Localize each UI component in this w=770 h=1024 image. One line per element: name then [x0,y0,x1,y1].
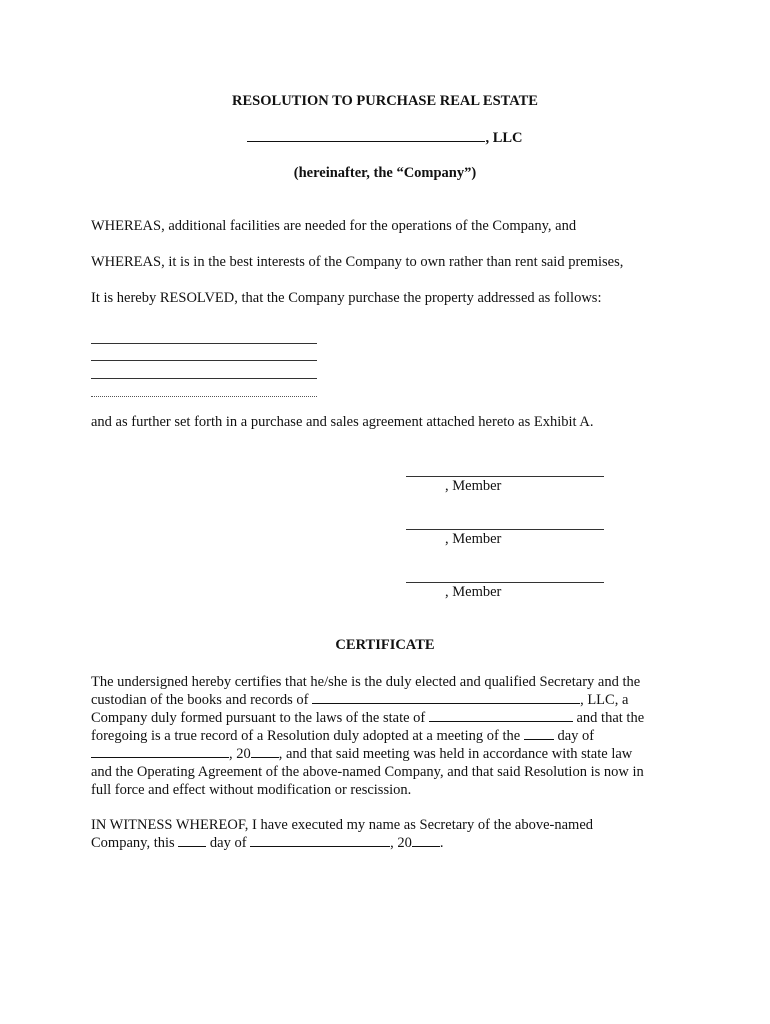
witness-line-1: IN WITNESS WHEREOF, I have executed my name as Secretary of the above-named [91,817,594,833]
witness-line-2 [91,834,593,852]
witness-text-c: , 20 [390,835,412,851]
certificate-line-7: full force and effect without modification or rescission. [91,782,412,798]
member-label-2: , Member [445,531,502,547]
company-name-line [0,129,770,147]
address-line-2[interactable] [91,360,317,361]
member-label-3: , Member [445,584,502,600]
member-signature-line-1[interactable] [406,476,604,477]
witness-paragraph [91,816,593,852]
member-signature-line-3[interactable] [406,582,604,583]
meeting-month-blank[interactable] [91,745,229,758]
certificate-title: CERTIFICATE [335,637,435,653]
certificate-line-4 [91,727,681,745]
cert-line2-text-b: , LLC, a [580,692,629,708]
cert-line3-text-b: and that the [572,710,645,726]
document-title: RESOLUTION TO PURCHASE REAL ESTATE [232,93,538,109]
meeting-year-blank[interactable] [251,745,279,758]
hereinafter-line: (hereinafter, the “Company”) [293,165,477,181]
witness-year-blank[interactable] [412,834,440,847]
further-paragraph: and as further set forth in a purchase and sales agreement attached hereto as Exhibit A. [91,414,594,430]
certificate-line-5 [91,745,681,763]
address-line-3[interactable] [91,378,317,379]
member-label-1: , Member [445,478,502,494]
cert-line3-text-a: Company duly formed pursuant to the laws of the state of [91,710,429,726]
cert-line5-text-a: , 20 [229,746,251,762]
cert-line4-text-b: day of [553,728,595,744]
resolved-paragraph: It is hereby RESOLVED, that the Company purchase the property addressed as follows: [91,290,602,306]
whereas-paragraph-1: WHEREAS, additional facilities are needed for the operations of the Company, and [91,218,577,234]
cert-line5-text-b: , and that said meeting was held in accordance with state law [278,746,633,762]
certificate-line-6: and the Operating Agreement of the above-named Company, and that said Resolution is now in [91,764,644,780]
cert-line4-text-a: foregoing is a true record of a Resolution duly adopted at a meeting of the [91,728,524,744]
witness-month-blank[interactable] [250,834,390,847]
company-name-blank[interactable] [247,129,485,142]
certificate-line-2 [91,691,681,709]
whereas-paragraph-2: WHEREAS, it is in the best interests of the Company to own rather than rent said premises, [91,254,624,270]
certificate-line-1: The undersigned hereby certifies that he/she is the duly elected and qualified Secretary and the [91,674,641,690]
address-line-4[interactable] [91,396,317,397]
certificate-line-3 [91,709,681,727]
member-signature-line-2[interactable] [406,529,604,530]
meeting-day-blank[interactable] [524,727,554,740]
witness-text-b: day of [206,835,251,851]
certificate-body [91,673,681,799]
witness-text-a: Company, this [91,835,179,851]
cert-line2-text-a: custodian of the books and records of [91,692,313,708]
witness-day-blank[interactable] [178,834,206,847]
state-blank[interactable] [429,709,573,722]
witness-text-d: . [439,835,444,851]
address-line-1[interactable] [91,343,317,344]
llc-suffix: , LLC [485,130,523,146]
records-company-blank[interactable] [312,691,580,704]
